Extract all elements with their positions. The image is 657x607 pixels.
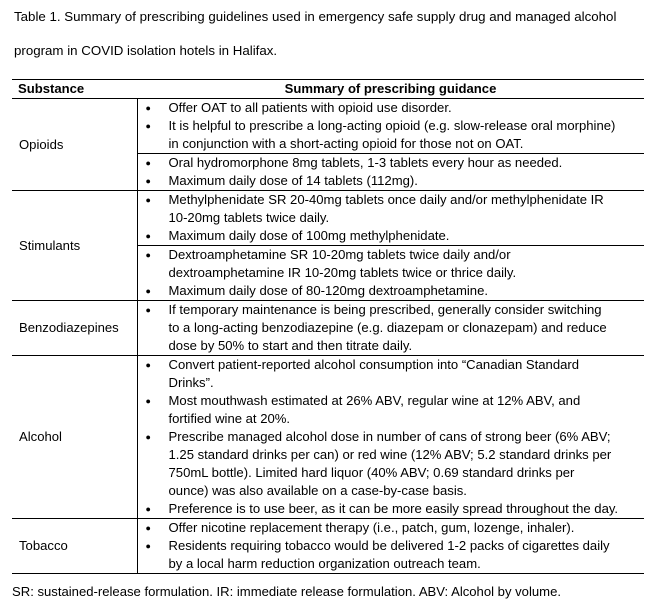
guidance-bullet	[138, 537, 645, 573]
guidance-line: ● Oral hydromorphone 8mg tablets, 1-3 tablets every hour as needed.	[168, 155, 563, 170]
guidance-line: 1.25 standard drinks per can) or red wine (12% ABV; 5.2 standard drinks per	[168, 447, 612, 462]
guidance-cell	[137, 519, 644, 574]
guidance-bullet	[138, 392, 645, 428]
table-row	[12, 191, 644, 301]
table-body	[12, 99, 644, 574]
guidance-line: by a local harm reduction organization outreach team.	[168, 556, 481, 571]
guidance-line: ● Most mouthwash estimated at 26% ABV, regular wine at 12% ABV, and	[168, 393, 581, 408]
guidance-bullet	[138, 282, 645, 300]
substance-cell: Tobacco	[12, 519, 137, 574]
table-caption-line-2: program in COVID isolation hotels in Halifax.	[14, 43, 278, 58]
table-footnote: SR: sustained-release formulation. IR: immediate release formulation. ABV: Alcohol by volume.	[12, 584, 561, 599]
guidance-bullet	[138, 500, 645, 518]
table-row	[12, 99, 644, 191]
guidance-bullet	[138, 428, 645, 500]
table-row	[12, 519, 644, 574]
guidance-bullet	[138, 172, 645, 190]
guidance-line: ounce) was also available on a case-by-case basis.	[168, 483, 467, 498]
guidance-group	[138, 191, 645, 245]
guidance-line: 10-20mg tablets twice daily.	[168, 210, 330, 225]
guidance-column-header: Summary of prescribing guidance	[137, 80, 644, 99]
guidance-cell	[137, 99, 644, 191]
guidance-bullet	[138, 99, 645, 117]
guidance-line: ● Methylphenidate SR 20-40mg tablets once daily and/or methylphenidate IR	[168, 192, 604, 207]
guidance-bullet	[138, 356, 645, 392]
guidance-bullet	[138, 191, 645, 227]
guidance-line: ● It is helpful to prescribe a long-acting opioid (e.g. slow-release oral morphine)	[168, 118, 616, 133]
guidance-group	[138, 153, 645, 190]
guidance-line: ● Convert patient-reported alcohol consumption into “Canadian Standard	[168, 357, 580, 372]
substance-cell: Benzodiazepines	[12, 301, 137, 356]
guidance-bullet	[138, 519, 645, 537]
guidance-line: ● Maximum daily dose of 14 tablets (112mg).	[168, 173, 418, 188]
guidance-line: ● Preference is to use beer, as it can be more easily spread throughout the day.	[168, 501, 619, 516]
guidance-cell	[137, 191, 644, 301]
guidance-line: ● Maximum daily dose of 100mg methylphenidate.	[168, 228, 450, 243]
table-row	[12, 356, 644, 519]
guidance-bullet	[138, 227, 645, 245]
guidance-line: ● Offer nicotine replacement therapy (i.e., patch, gum, lozenge, inhaler).	[168, 520, 575, 535]
guidance-line: in conjunction with a short-acting opioid for those not on OAT.	[168, 136, 524, 151]
guidance-line: ● If temporary maintenance is being prescribed, generally consider switching	[168, 302, 602, 317]
substance-cell: Alcohol	[12, 356, 137, 519]
guidance-line: Drinks”.	[168, 375, 214, 390]
guidance-line: dextroamphetamine IR 10-20mg tablets twice or thrice daily.	[168, 265, 517, 280]
guidance-line: 750mL bottle). Limited hard liquor (40% ABV; 0.69 standard drinks per	[168, 465, 575, 480]
substance-cell: Opioids	[12, 99, 137, 191]
substance-cell: Stimulants	[12, 191, 137, 301]
guidance-line: dose by 50% to start and then titrate daily.	[168, 338, 413, 353]
guidance-cell	[137, 301, 644, 356]
guidance-line: fortified wine at 20%.	[168, 411, 291, 426]
guidance-bullet	[138, 301, 645, 355]
guidance-cell	[137, 356, 644, 519]
guidance-bullet	[138, 154, 645, 172]
table-row	[12, 301, 644, 356]
guidance-group	[138, 356, 645, 518]
guidance-group	[138, 301, 645, 355]
guidance-line: ● Prescribe managed alcohol dose in number of cans of strong beer (6% ABV;	[168, 429, 611, 444]
guidance-group	[138, 519, 645, 573]
guidance-line: ● Maximum daily dose of 80-120mg dextroamphetamine.	[168, 283, 488, 298]
table-header-row	[12, 80, 644, 99]
guidance-bullet	[138, 117, 645, 153]
table-caption-line-1: Table 1. Summary of prescribing guidelines used in emergency safe supply drug and managed alcohol	[14, 9, 617, 24]
substance-column-header: Substance	[12, 80, 137, 99]
prescribing-guidelines-table	[12, 79, 644, 574]
guidance-line: ● Dextroamphetamine SR 10-20mg tablets twice daily and/or	[168, 247, 511, 262]
guidance-bullet	[138, 246, 645, 282]
guidance-group	[138, 245, 645, 300]
guidance-line: ● Offer OAT to all patients with opioid use disorder.	[168, 100, 452, 115]
guidance-line: to a long-acting benzodiazepine (e.g. diazepam or clonazepam) and reduce	[168, 320, 607, 335]
guidance-group	[138, 99, 645, 153]
guidance-line: ● Residents requiring tobacco would be delivered 1-2 packs of cigarettes daily	[168, 538, 610, 553]
